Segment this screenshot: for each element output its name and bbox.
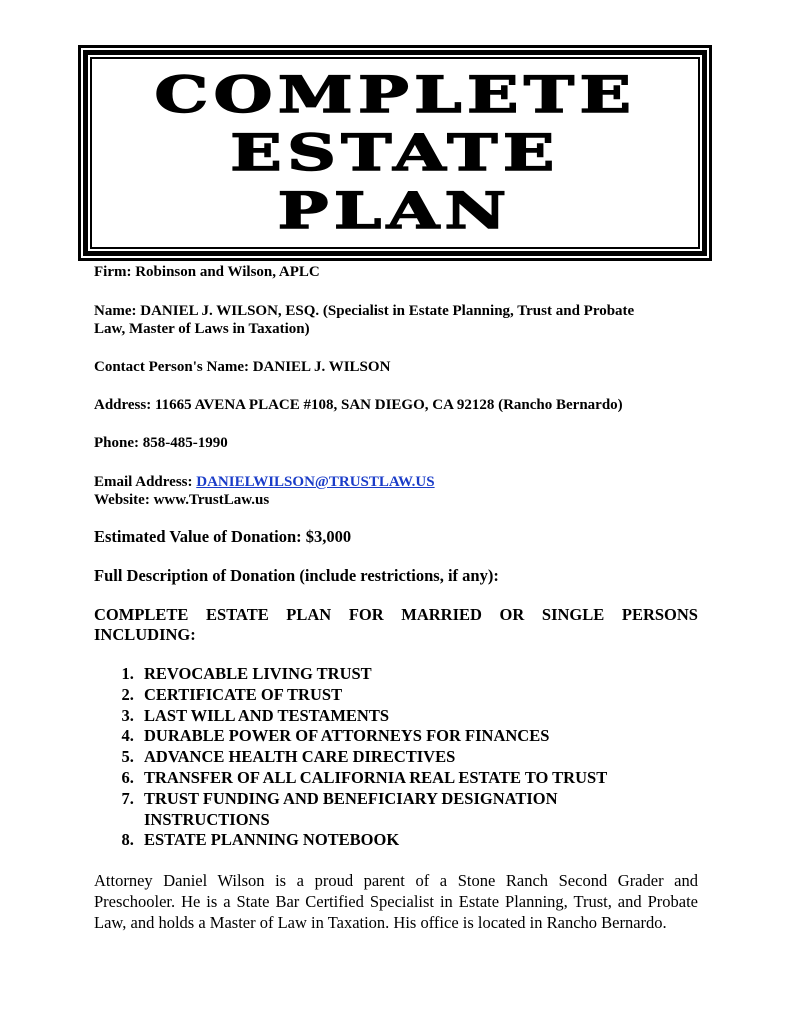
estimated-value-field: Estimated Value of Donation: $3,000 xyxy=(94,527,352,546)
title-line-estate: ESTATE xyxy=(230,123,560,182)
list-item: 8. ESTATE PLANNING NOTEBOOK xyxy=(138,830,698,851)
address-field: Address: 11665 AVENA PLACE #108, SAN DIEGO, CA 92128 (Rancho Bernardo) xyxy=(94,397,623,413)
name-field-line1: Name: DANIEL J. WILSON, ESQ. (Specialist in Estate Planning, Trust and Probate xyxy=(94,303,635,319)
description-intro-line2: INCLUDING: xyxy=(94,625,196,644)
list-item: 6. TRANSFER OF ALL CALIFORNIA REAL ESTATE TO TRUST xyxy=(138,768,698,789)
list-item: 1. REVOCABLE LIVING TRUST xyxy=(138,664,698,685)
title-banner xyxy=(90,57,700,249)
title-line-complete: COMPLETE xyxy=(154,65,636,124)
title-banner-frame xyxy=(78,45,712,261)
firm-field: Firm: Robinson and Wilson, APLC xyxy=(94,264,320,280)
list-item: 2. CERTIFICATE OF TRUST xyxy=(138,685,698,706)
email-link[interactable]: DANIELWILSON@TRUSTLAW.US xyxy=(196,474,435,490)
list-item: 4. DURABLE POWER OF ATTORNEYS FOR FINANCES xyxy=(138,726,698,747)
list-item: 5. ADVANCE HEALTH CARE DIRECTIVES xyxy=(138,747,698,768)
email-label: Email Address: xyxy=(94,474,197,490)
description-label: Full Description of Donation (include restrictions, if any): xyxy=(94,566,499,585)
phone-field: Phone: 858-485-1990 xyxy=(94,435,228,451)
contact-person-field: Contact Person's Name: DANIEL J. WILSON xyxy=(94,359,391,375)
list-item: 7. TRUST FUNDING AND BENEFICIARY DESIGNATION INSTRUCTIONS xyxy=(138,789,698,831)
list-item: 3. LAST WILL AND TESTAMENTS xyxy=(138,706,698,727)
document-body xyxy=(94,262,698,933)
title-banner-inner-border xyxy=(83,50,707,256)
name-field xyxy=(94,302,698,338)
included-items-list xyxy=(94,664,698,851)
attorney-bio: Attorney Daniel Wilson is a proud parent of a Stone Ranch Second Grader and Preschooler. He is a State Bar Certified Specialist in Estate Planning, Trust, and Probate Law, and holds a Master of Law in Taxation. His office is located in Rancho Bernardo. xyxy=(94,871,698,933)
description-intro xyxy=(94,605,698,645)
website-field: Website: www.TrustLaw.us xyxy=(94,492,270,508)
email-field xyxy=(94,473,698,491)
description-intro-line1: COMPLETE ESTATE PLAN FOR MARRIED OR SINGLE PERSONS xyxy=(94,605,698,624)
title-line-plan: PLAN xyxy=(278,181,512,240)
name-field-line2: Law, Master of Laws in Taxation) xyxy=(94,321,310,337)
